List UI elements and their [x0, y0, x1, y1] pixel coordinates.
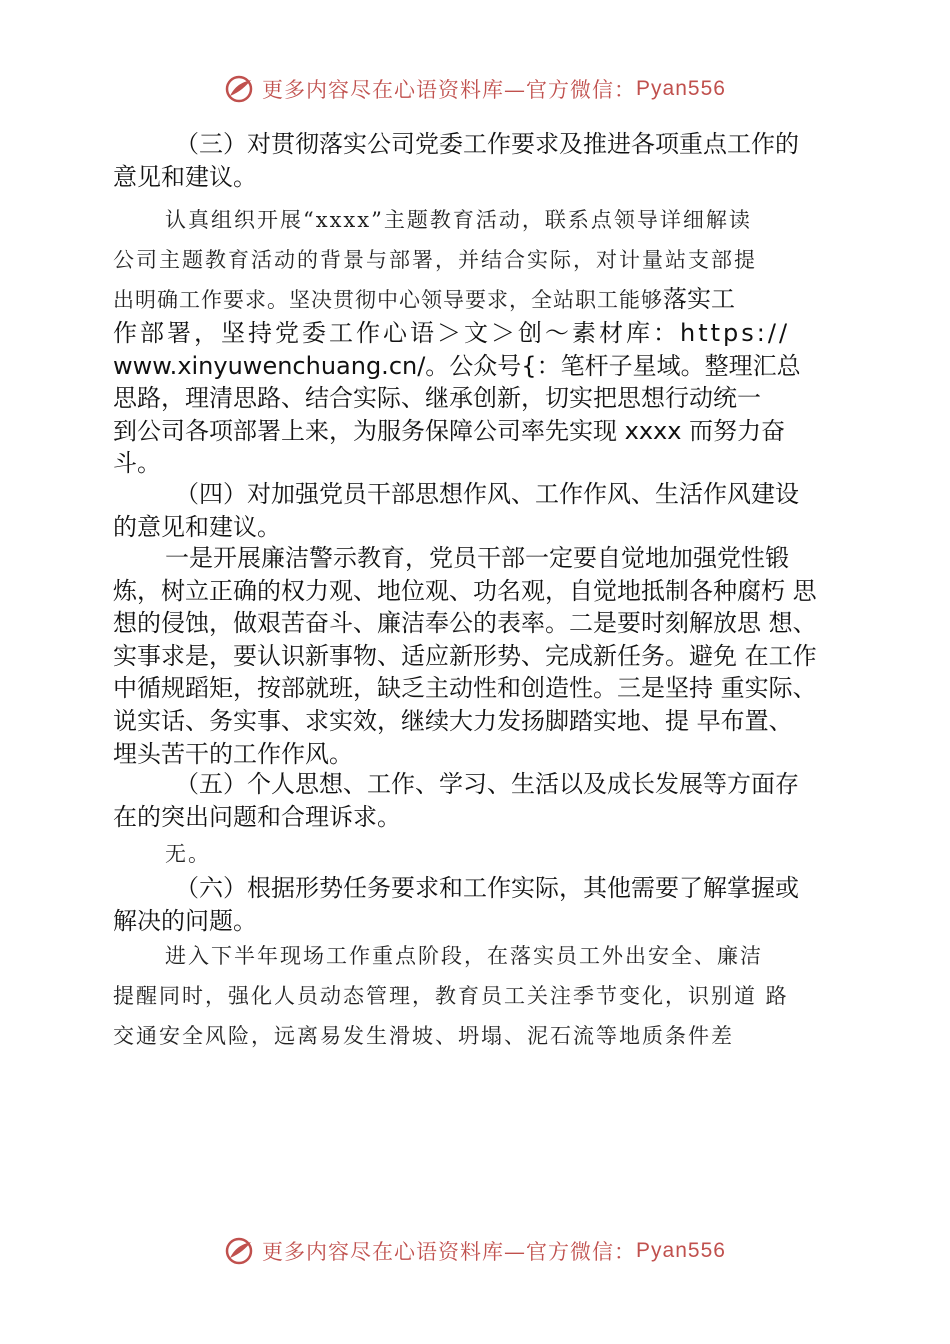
watermark-bottom	[0, 1236, 950, 1266]
watermark-wechat: Pyan556	[636, 77, 726, 100]
paragraph-section-3-c: 作部署，坚持党委工作心语＞文＞创～素材库：https:// www.xinyuwenchuang.cn/。公众号{：笔杆子星域。整理汇总 思路，理清思路、结合实际、继承创新，切实把思想行动统一 到公司各项部署上来，为服务保障公司率先实现 xxxx 而努力奋 斗。	[113, 319, 801, 478]
leaf-logo-icon	[224, 1236, 254, 1266]
watermark-text: 更多内容尽在心语资料库—官方微信：	[262, 1240, 637, 1264]
heading-section-6: （六）根据形势任务要求和工作实际，其他需要了解掌握或 解决的问题。	[113, 874, 799, 935]
heading-section-5: （五）个人思想、工作、学习、生活以及成长发展等方面存 在的突出问题和合理诉求。	[113, 770, 799, 831]
heading-section-3: （三）对贯彻落实公司党委工作要求及推进各项重点工作的 意见和建议。	[113, 130, 799, 191]
heading-section-4: （四）对加强党员干部思想作风、工作作风、生活作风建设 的意见和建议。	[113, 480, 799, 541]
paragraph-section-5: 无。	[165, 842, 211, 866]
paragraph-section-3-b: 出明确工作要求。坚决贯彻中心领导要求，全站职工能够落实工	[113, 285, 735, 313]
watermark-wechat: Pyan556	[636, 1239, 726, 1262]
paragraph-section-3-a: 认真组织开展“xxxx”主题教育活动，联系点领导详细解读 公司主题教育活动的背景与部署，并结合实际，对计量站支部提	[113, 208, 757, 272]
leaf-logo-icon	[224, 74, 254, 104]
watermark-text: 更多内容尽在心语资料库—官方微信：	[262, 78, 637, 102]
watermark-top	[0, 74, 950, 104]
paragraph-section-6: 进入下半年现场工作重点阶段，在落实员工外出安全、廉洁 提醒同时，强化人员动态管理，教育员工关注季节变化，识别道 路 交通安全风险，远离易发生滑坡、坍塌、泥石流等地质条件差	[113, 944, 789, 1048]
paragraph-section-4: 一是开展廉洁警示教育，党员干部一定要自觉地加强党性锻 炼，树立正确的权力观、地位观、功名观，自觉地抵制各种腐朽 思 想的侵蚀，做艰苦奋斗、廉洁奉公的表率。二是要时刻解放思 想、 实事求是，要认识新事物、适应新形势、完成新任务。避免 在工作 中循规蹈矩，按部就班，缺乏主动性和创造性。三是坚持 重实际、 说实话、务实事、求实效，继续大力发扬脚踏实地、提 早布置、 埋头苦干的工作作风。	[113, 544, 817, 768]
